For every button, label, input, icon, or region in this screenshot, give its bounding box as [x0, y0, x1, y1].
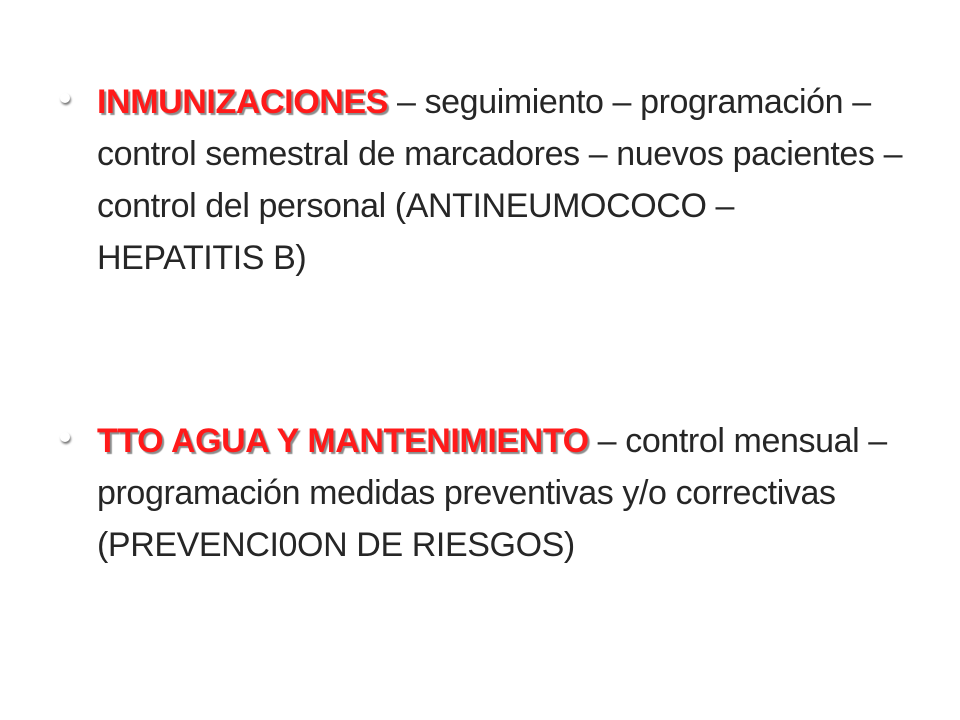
bullet-icon — [60, 93, 70, 103]
bullet-item-inmunizaciones — [60, 76, 910, 284]
bullet-item-tto-agua — [60, 415, 910, 571]
bullet-icon — [60, 432, 70, 442]
bullet-text — [97, 76, 910, 284]
bullet-heading: TTO AGUA Y MANTENIMIENTO — [97, 422, 589, 460]
bullet-text — [97, 415, 910, 571]
bullet-body: – control mensual – programación medidas preventivas y/o correctivas (PREVENCI0ON DE RIESGOS) — [97, 422, 887, 564]
bullet-heading: INMUNIZACIONES — [97, 83, 388, 121]
bullet-body: – seguimiento – programación – control semestral de marcadores – nuevos pacientes – control del personal (ANTINEUMOCOCO – HEPATITIS B) — [97, 83, 903, 277]
